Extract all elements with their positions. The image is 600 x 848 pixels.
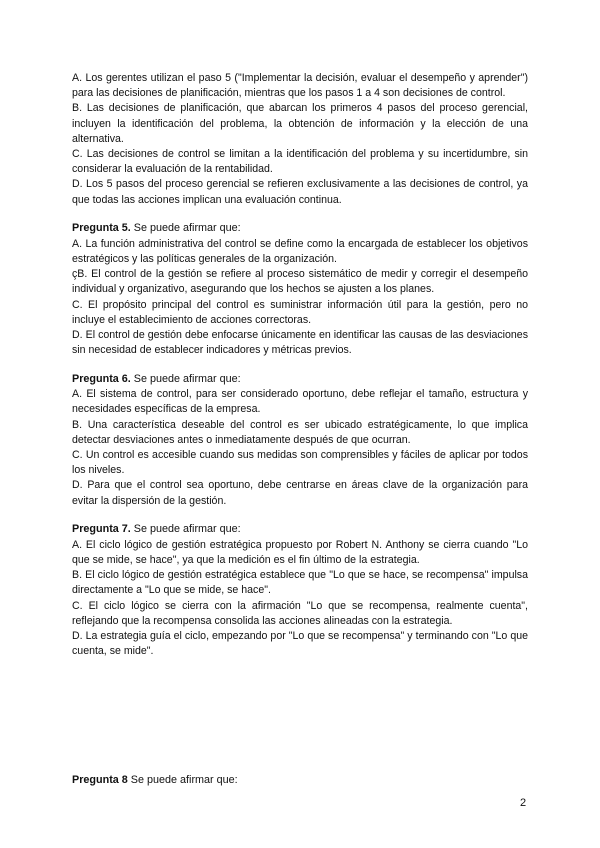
question-prompt: Se puede afirmar que: (130, 372, 241, 385)
question-label: Pregunta 8 (72, 773, 128, 786)
option-c: C. Las decisiones de control se limitan a la identificación del problema y su incertidumbre, sin considerar la evaluación de la rentabilidad. (72, 148, 528, 176)
option-a: A. La función administrativa del control se define como la encargada de establecer los objetivos estratégicos y las políticas generales de la organización. (72, 237, 528, 265)
page-number: 2 (520, 797, 527, 809)
option-a: A. El ciclo lógico de gestión estratégica propuesto por Robert N. Anthony se cierra cuando "Lo que se mide, se hace", ya que la medición es el fin último de la estrategia. (72, 538, 528, 566)
question-prompt: Se puede afirmar que: (130, 222, 241, 235)
question-heading (72, 372, 528, 387)
option-c: C. Un control es accesible cuando sus medidas son comprensibles y fáciles de aplicar por todos los niveles. (72, 449, 528, 477)
option-d: D. La estrategia guía el ciclo, empezando por "Lo que se recompensa" y terminando con "Lo que cuenta, se mide". (72, 630, 528, 658)
option-b: B. Una característica deseable del control es ser ubicado estratégicamente, lo que implica detectar desviaciones antes o inmediatamente después de que ocurran. (72, 418, 528, 446)
option-d: D. Los 5 pasos del proceso gerencial se refieren exclusivamente a las decisiones de control, ya que todas las acciones implican una evaluación continua. (72, 178, 528, 206)
option-b: B. Las decisiones de planificación, que abarcan los primeros 4 pasos del proceso gerencial, incluyen la identificación del problema, la obtención de información y la elección de una alternativa. (72, 102, 528, 145)
option-c: C. El propósito principal del control es suministrar información útil para la gestión, pero no incluye el establecimiento de acciones correctoras. (72, 298, 528, 326)
question-8-heading (72, 773, 238, 788)
question-label: Pregunta 6. (72, 372, 131, 385)
option-b: çB. El control de la gestión se refiere al proceso sistemático de medir y corregir el desempeño individual y organizativo, asegurando que los hechos se ajusten a los planes. (72, 268, 528, 296)
option-d: D. Para que el control sea oportuno, debe centrarse en áreas clave de la organización para evitar la dispersión de la gestión. (72, 479, 528, 507)
question-heading (72, 221, 528, 236)
question-prompt: Se puede afirmar que: (130, 523, 241, 536)
option-a: A. Los gerentes utilizan el paso 5 ("Implementar la decisión, evaluar el desempeño y aprender") para las decisiones de planificación, mientras que los pasos 1 a 4 son decisiones de control. (72, 72, 528, 100)
question-7 (72, 522, 528, 659)
question-label: Pregunta 7. (72, 523, 131, 536)
option-d: D. El control de gestión debe enfocarse únicamente en identificar las causas de las desviaciones sin necesidad de establecer indicadores y métricas previos. (72, 328, 528, 357)
question-4-options-block (72, 71, 528, 208)
document-body (72, 71, 528, 673)
question-5 (72, 221, 528, 358)
option-c: C. El ciclo lógico se cierra con la afirmación "Lo que se recompensa, realmente cuenta", reflejando que la recompensa consolida las acciones alineadas con la estrategia. (72, 599, 528, 627)
question-label: Pregunta 5. (72, 222, 131, 235)
option-b: B. El ciclo lógico de gestión estratégica establece que "Lo que se hace, se recompensa" impulsa directamente a "Lo que se mide, se hace". (72, 569, 528, 597)
question-6 (72, 372, 528, 509)
question-heading (72, 522, 528, 537)
question-prompt: Se puede afirmar que: (127, 773, 238, 786)
option-a: A. El sistema de control, para ser considerado oportuno, debe reflejar el tamaño, estructura y necesidades específicas de la empresa. (72, 388, 528, 416)
